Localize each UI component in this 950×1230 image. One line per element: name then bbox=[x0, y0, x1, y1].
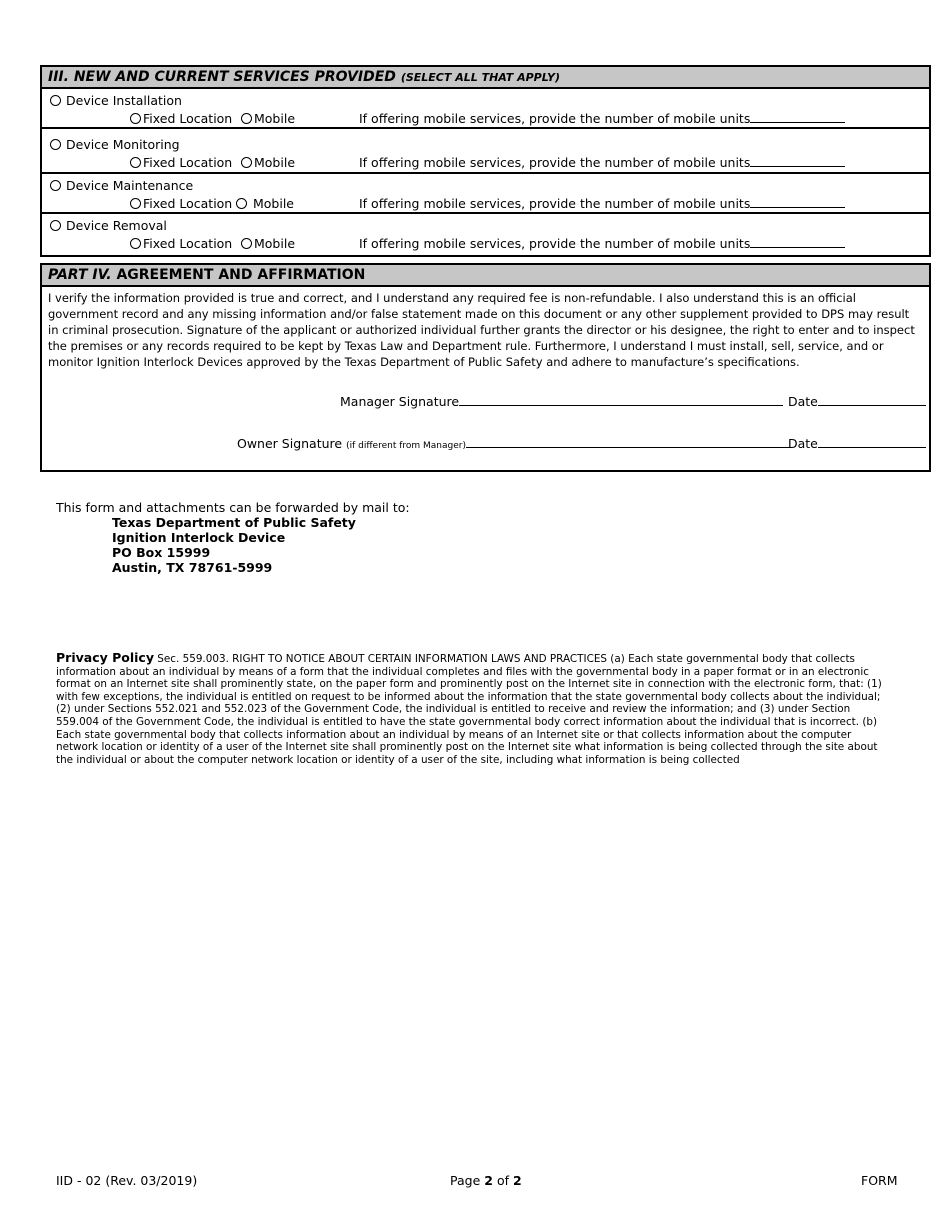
privacy-policy-text: Sec. 559.003. RIGHT TO NOTICE ABOUT CERTAIN INFORMATION LAWS AND PRACTICES (a) Each state governmental body that collects information about an individual by means of a form that the individual completes and files with the governmental body in a paper format or in an electronic format on an Internet site shall prominently state, on the paper form and prominently post on the Internet site in connection with the electronic form, that: (1) with few exceptions, the individual is entitled on request to be informed about the information that the state governmental body collects about the individual; (2) under Sections 552.021 and 552.023 of the Government Code, the individual is entitled to receive and review the information; and (3) under Section 559.004 of the Government Code, the individual is entitled to have the state governmental body correct information about the individual that is incorrect. (b) Each state governmental body that collects information about an individual by means of an Internet site or that collects information about the computer network location or identity of a user of the Internet site shall prominently post on the Internet site what information is being collected through the site about the individual or about the computer network location or identity of a user of the site, including what information is being collected bbox=[56, 653, 882, 766]
radio-fixed-location[interactable] bbox=[130, 238, 141, 249]
owner-date-line[interactable] bbox=[818, 437, 926, 448]
mobile-option[interactable] bbox=[241, 155, 295, 170]
service-option-removal[interactable] bbox=[50, 218, 167, 233]
radio-installation[interactable] bbox=[50, 95, 61, 106]
fixed-location-label: Fixed Location bbox=[143, 111, 233, 126]
mobile-units-field[interactable] bbox=[359, 111, 845, 126]
mailing-address-line: Ignition Interlock Device bbox=[112, 530, 286, 545]
page-prefix: Page bbox=[450, 1173, 481, 1188]
services-section-title: III. NEW AND CURRENT SERVICES PROVIDED bbox=[48, 69, 396, 85]
date-label: Date bbox=[788, 436, 818, 451]
agreement-title: AGREEMENT AND AFFIRMATION bbox=[116, 267, 366, 283]
owner-signature-line[interactable] bbox=[466, 437, 791, 448]
services-section bbox=[40, 65, 931, 257]
owner-signature-label: Owner Signature bbox=[237, 436, 343, 451]
radio-fixed-location[interactable] bbox=[130, 157, 141, 168]
manager-date-line[interactable] bbox=[818, 395, 926, 406]
radio-maintenance[interactable] bbox=[50, 180, 61, 191]
service-row-installation bbox=[42, 89, 929, 129]
radio-mobile[interactable] bbox=[236, 198, 247, 209]
privacy-policy-title: Privacy Policy bbox=[56, 650, 154, 665]
manager-signature-line[interactable] bbox=[459, 395, 783, 406]
mobile-units-prompt: If offering mobile services, provide the number of mobile units bbox=[359, 155, 751, 170]
fixed-location-option[interactable] bbox=[130, 196, 232, 211]
fixed-location-label: Fixed Location bbox=[143, 236, 233, 251]
radio-monitoring[interactable] bbox=[50, 139, 61, 150]
fixed-location-option[interactable] bbox=[130, 155, 232, 170]
mobile-units-field[interactable] bbox=[359, 155, 845, 170]
radio-removal[interactable] bbox=[50, 220, 61, 231]
mailing-address-line: Texas Department of Public Safety bbox=[112, 515, 356, 530]
mobile-units-input-line[interactable] bbox=[750, 197, 845, 208]
manager-signature-label: Manager Signature bbox=[340, 394, 460, 409]
mobile-units-prompt: If offering mobile services, provide the number of mobile units bbox=[359, 236, 751, 251]
mobile-label: Mobile bbox=[254, 236, 296, 251]
radio-fixed-location[interactable] bbox=[130, 198, 141, 209]
privacy-policy bbox=[56, 652, 896, 766]
page-current: 2 bbox=[484, 1173, 493, 1188]
radio-mobile[interactable] bbox=[241, 157, 252, 168]
service-row-maintenance bbox=[42, 174, 929, 214]
form-label: FORM bbox=[861, 1173, 898, 1188]
mobile-units-prompt: If offering mobile services, provide the number of mobile units bbox=[359, 111, 751, 126]
mailing-instructions bbox=[56, 500, 410, 575]
service-option-monitoring[interactable] bbox=[50, 137, 180, 152]
mobile-units-input-line[interactable] bbox=[750, 156, 845, 167]
manager-date-field[interactable] bbox=[788, 394, 926, 409]
mailing-intro: This form and attachments can be forwarded by mail to: bbox=[56, 500, 410, 515]
service-label: Device Monitoring bbox=[66, 137, 180, 152]
radio-mobile[interactable] bbox=[241, 113, 252, 124]
service-option-maintenance[interactable] bbox=[50, 178, 193, 193]
service-label: Device Maintenance bbox=[66, 178, 194, 193]
page-number bbox=[450, 1173, 522, 1188]
page-total: 2 bbox=[512, 1173, 522, 1188]
agreement-section-header bbox=[42, 265, 929, 287]
page-of: of bbox=[496, 1173, 509, 1188]
services-section-header bbox=[42, 67, 929, 89]
mailing-address-line: Austin, TX 78761-5999 bbox=[112, 560, 273, 575]
fixed-location-label: Fixed Location bbox=[143, 155, 233, 170]
fixed-location-label: Fixed Location bbox=[143, 196, 233, 211]
mobile-label: Mobile bbox=[254, 155, 296, 170]
agreement-section bbox=[40, 263, 931, 472]
service-row-monitoring bbox=[42, 129, 929, 174]
mobile-option[interactable] bbox=[241, 111, 295, 126]
mailing-address-line: PO Box 15999 bbox=[112, 545, 211, 560]
service-label: Device Removal bbox=[66, 218, 167, 233]
radio-mobile[interactable] bbox=[241, 238, 252, 249]
fixed-location-option[interactable] bbox=[130, 111, 232, 126]
manager-signature-field[interactable] bbox=[340, 394, 783, 409]
date-label: Date bbox=[788, 394, 818, 409]
owner-signature-field[interactable] bbox=[237, 436, 791, 451]
service-row-removal bbox=[42, 214, 929, 253]
mobile-units-input-line[interactable] bbox=[750, 237, 845, 248]
radio-fixed-location[interactable] bbox=[130, 113, 141, 124]
mobile-units-field[interactable] bbox=[359, 236, 845, 251]
mobile-option[interactable] bbox=[241, 236, 295, 251]
mobile-label: Mobile bbox=[254, 111, 296, 126]
form-id: IID - 02 (Rev. 03/2019) bbox=[56, 1173, 198, 1188]
mobile-units-prompt: If offering mobile services, provide the number of mobile units bbox=[359, 196, 751, 211]
mobile-option[interactable] bbox=[236, 196, 294, 211]
service-option-installation[interactable] bbox=[50, 93, 182, 108]
mobile-label: Mobile bbox=[249, 196, 294, 211]
mobile-units-field[interactable] bbox=[359, 196, 845, 211]
affirmation-text: I verify the information provided is true and correct, and I understand any required fee is non-refundable. I also understand this is an official government record and any missing information and/or false statement made on this document or any other supplement provided to DPS may result in criminal prosecution. Signature of the applicant or authorized individual further grants the director or his designee, the right to enter and to inspect the premises or any records required to be kept by Texas Law and Department rule. Furthermore, I understand I must install, sell, service, and or monitor Ignition Interlock Devices approved by the Texas Department of Public Safety and adhere to manufacture’s specifications. bbox=[48, 291, 915, 369]
service-label: Device Installation bbox=[66, 93, 182, 108]
services-section-note: (SELECT ALL THAT APPLY) bbox=[400, 71, 560, 84]
owner-signature-note: (if different from Manager) bbox=[346, 441, 466, 451]
owner-date-field[interactable] bbox=[788, 436, 926, 451]
fixed-location-option[interactable] bbox=[130, 236, 232, 251]
agreement-part-label: PART IV. bbox=[48, 267, 112, 283]
mobile-units-input-line[interactable] bbox=[750, 112, 845, 123]
